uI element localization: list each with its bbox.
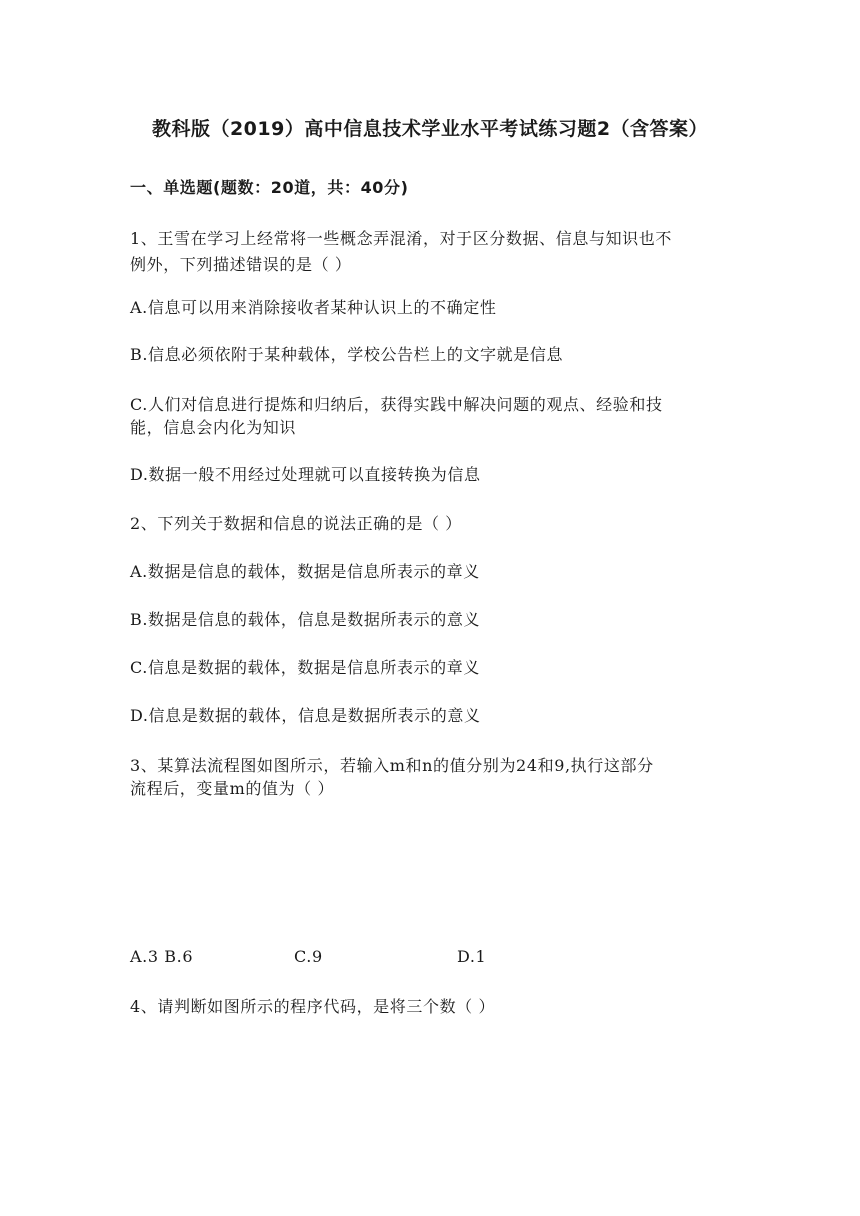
question-1-stem-line-2: 例外，下列描述错误的是（ ）: [130, 255, 352, 274]
question-1-option-c-line-1: C.人们对信息进行提炼和归纳后，获得实践中解决问题的观点、经验和技: [130, 395, 663, 414]
question-1-option-b: B.信息必须依附于某种载体，学校公告栏上的文字就是信息: [130, 345, 564, 364]
question-4-figure-area: [130, 1030, 730, 1190]
question-2-option-b: B.数据是信息的载体，信息是数据所表示的意义: [130, 610, 481, 629]
question-2-option-a: A.数据是信息的载体，数据是信息所表示的章义: [130, 562, 480, 581]
question-1-option-a: A.信息可以用来消除接收者某种认识上的不确定性: [130, 298, 497, 317]
document-title: 教科版（2019）高中信息技术学业水平考试练习题2（含答案）: [151, 118, 709, 140]
question-3-option-d: D.1: [457, 947, 487, 966]
question-1-option-c-line-2: 能，信息会内化为知识: [130, 418, 297, 437]
question-1-stem-line-1: 1、王雪在学习上经常将一些概念弄混淆，对于区分数据、信息与知识也不: [130, 229, 672, 248]
question-3-option-ab: A.3 B.6: [130, 947, 194, 966]
question-1-option-d: D.数据一般不用经过处理就可以直接转换为信息: [130, 465, 481, 484]
question-2-option-c: C.信息是数据的载体，数据是信息所表示的章义: [130, 658, 480, 677]
question-3-options-row: [130, 944, 730, 970]
question-3-option-c: C.9: [294, 947, 323, 966]
question-3-stem-line-2: 流程后，变量m的值为（ ）: [130, 779, 335, 798]
section-heading: 一、单选题(题数：20道，共：40分): [130, 178, 409, 197]
question-2-stem: 2、下列关于数据和信息的说法正确的是（ ）: [130, 514, 462, 533]
question-2-option-d: D.信息是数据的载体，信息是数据所表示的意义: [130, 706, 481, 725]
question-3-figure-area: [130, 808, 730, 938]
question-3-stem-line-1: 3、某算法流程图如图所示，若输入m和n的值分别为24和9,执行这部分: [130, 756, 654, 775]
question-4-stem: 4、请判断如图所示的程序代码，是将三个数（ ）: [130, 997, 496, 1016]
